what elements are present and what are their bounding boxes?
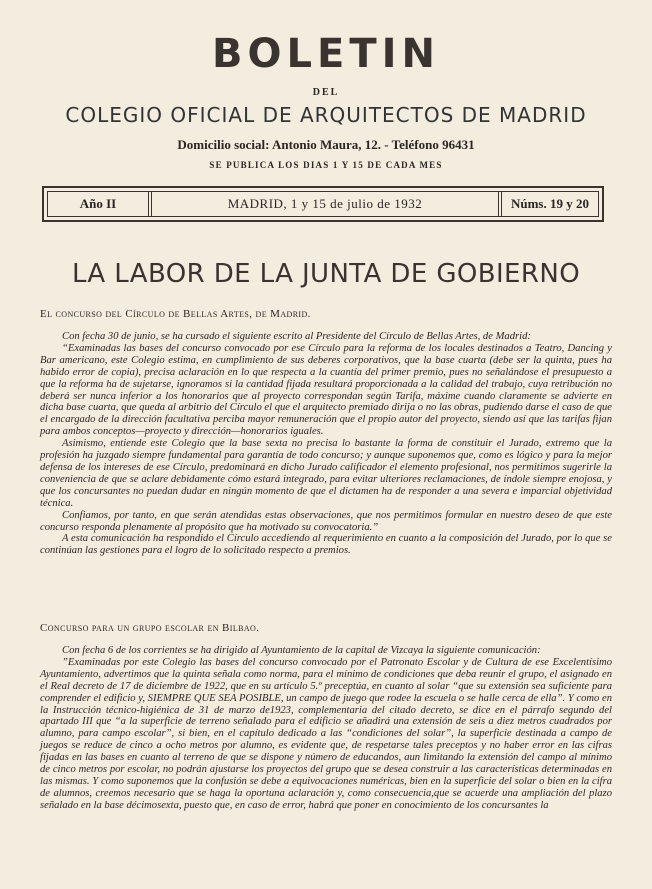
paragraph: A esta comunicación ha respondido el Círculo accediendo al requerimiento en cuanto a la composición del Jurado, por lo que se continúan las gestiones para el logro de lo solicitado respecto a premios.: [40, 533, 612, 557]
section-heading: Concurso para un grupo escolar en Bilbao.: [40, 622, 260, 634]
masthead-del: DEL: [312, 87, 340, 98]
issue-numbers: Núms. 19 y 20: [510, 196, 589, 211]
masthead-title: BOLETIN: [212, 31, 440, 77]
paragraph: ”Examinadas por este Colegio las bases del concurso convocado por el Patronato Escolar y de Cultura de ese Excelentísimo Ayuntamiento, advertimos que la quinta señala como norma, para el mínimo de condiciones que deba reunir el grupo, el asignado en el Real decreto de 17 de diciembre de 1922, que en su artículo 5.º preceptúa, en cuanto al solar “que su extensión sea suficiente para comprender el edificio y, SIEMPRE QUE SEA POSIBLE, un campo de juego que rodee la escuela o se halle cerca de ella”. Y como en la Instrucción técnico-higiénica de 31 de marzo de1923, complementaria del citado decreto, se dice en el párrafo segundo del apartado III que “a la superficie de terreno señalado para el edificio se añadirá una extensión de seis a diez metros cuadrados por alumno, para campo escolar”, si bien, en el capítulo dedicado a las “condiciones del solar”, la superficie destinada a campo de juegos se reduce de cinco a ocho metros por alumno, es evidente que, de respetarse tales preceptos y no haber error en las cifras fijadas en las bases en cuanto al terreno de que se dispone y número de educandos, aun limitando la extensión del campo al mínimo de cinco metros por escolar, no podrán ajustarse los proyectos del grupo que se desea construir a las características determinadas en las mismas. Y como suponemos que la confusión se debe a equivocaciones numéricas, bien en la superficie del solar o bien en la cifra de alumnos, creemos necesario que se haga la oportuna aclaración y, como consecuencia,que se acuerde una ampliación del plazo señalado en la base décimosexta, puesto que, en caso de error, habrá que poner en conocimiento de los concursantes la: [40, 656, 612, 811]
paragraph: Confiamos, por tanto, en que serán atendidas estas observaciones, que nos permitimos formular en nuestro deseo de que este concurso responda plenamente al propósito que ha motivado su convocatoria.”: [40, 509, 612, 533]
masthead-organization: COLEGIO OFICIAL DE ARQUITECTOS DE MADRID: [65, 103, 587, 127]
issue-info-bar: [42, 186, 604, 222]
section-body: [40, 645, 612, 812]
masthead-publication: SE PUBLICA LOS DIAS 1 Y 15 DE CADA MES: [209, 160, 443, 170]
article-title: LA LABOR DE LA JUNTA DE GOBIERNO: [71, 259, 581, 289]
masthead-address: Domicilio social: Antonio Maura, 12. - Teléfono 96431: [177, 137, 475, 152]
issue-year: Año II: [79, 196, 117, 211]
paragraph: “Examinadas las bases del concurso convocado por ese Círculo para la reforma de los locales destinados a Teatro, Dancing y Bar americano, este Colegio estima, en cumplimiento de sus deberes corporativos, que la base cuarta (debe ser la quinta, pues ha habido error de copia), precisa aclaración en lo que respecta a la cuantía del primer premio, pues no señalándose el presupuesto a que la reforma ha de sujetarse, ignoramos si la cantidad fijada resultará proporcionada a la calidad del trabajo, cuya retribución no deberá ser nunca inferior a los honorarios que al proyecto correspondan según Tarifa, máxime cuando claramente se advierte en dicha base cuarta, que queda al arbitrio del Círculo el que el arquitecto premiado dirija o no las obras, pudiendo darse el caso de que el encargado de la dirección facultativa perciba mayor remuneración que el propio autor del proyecto, siendo así que las tarifas fijan para ambos conceptos—proyecto y dirección—honorarios iguales.: [40, 342, 612, 438]
issue-date: MADRID, 1 y 15 de julio de 1932: [227, 196, 423, 211]
section-heading: El concurso del Círculo de Bellas Artes, de Madrid.: [40, 308, 311, 320]
paragraph: Con fecha 30 de junio, se ha cursado el siguiente escrito al Presidente del Círculo de Bellas Artes, de Madrid:: [62, 331, 531, 342]
paragraph: Asimismo, entiende este Colegio que la base sexta no precisa lo bastante la forma de constituir el Jurado, extremo que la profesión ha juzgado siempre fundamental para garantía de todo concurso; y aunque suponemos que, como es lógico y para la mejor defensa de los intereses de ese Círculo, predominará en dicho Jurado calificador el elemento profesional, nos permitimos sugerirle la conveniencia de que se aclare debidamente cómo estará integrado, para evitar ulteriores reclamaciones, de índole siempre enojosa, y que los concursantes no puedan dudar en ningún momento de que el dictamen ha de responder a una severa e imparcial objetividad técnica.: [40, 438, 612, 509]
paragraph: Con fecha 6 de los corrientes se ha dirigido al Ayuntamiento de la capital de Vizcaya la siguiente comunicación:: [62, 645, 541, 656]
section-body: [40, 331, 612, 557]
